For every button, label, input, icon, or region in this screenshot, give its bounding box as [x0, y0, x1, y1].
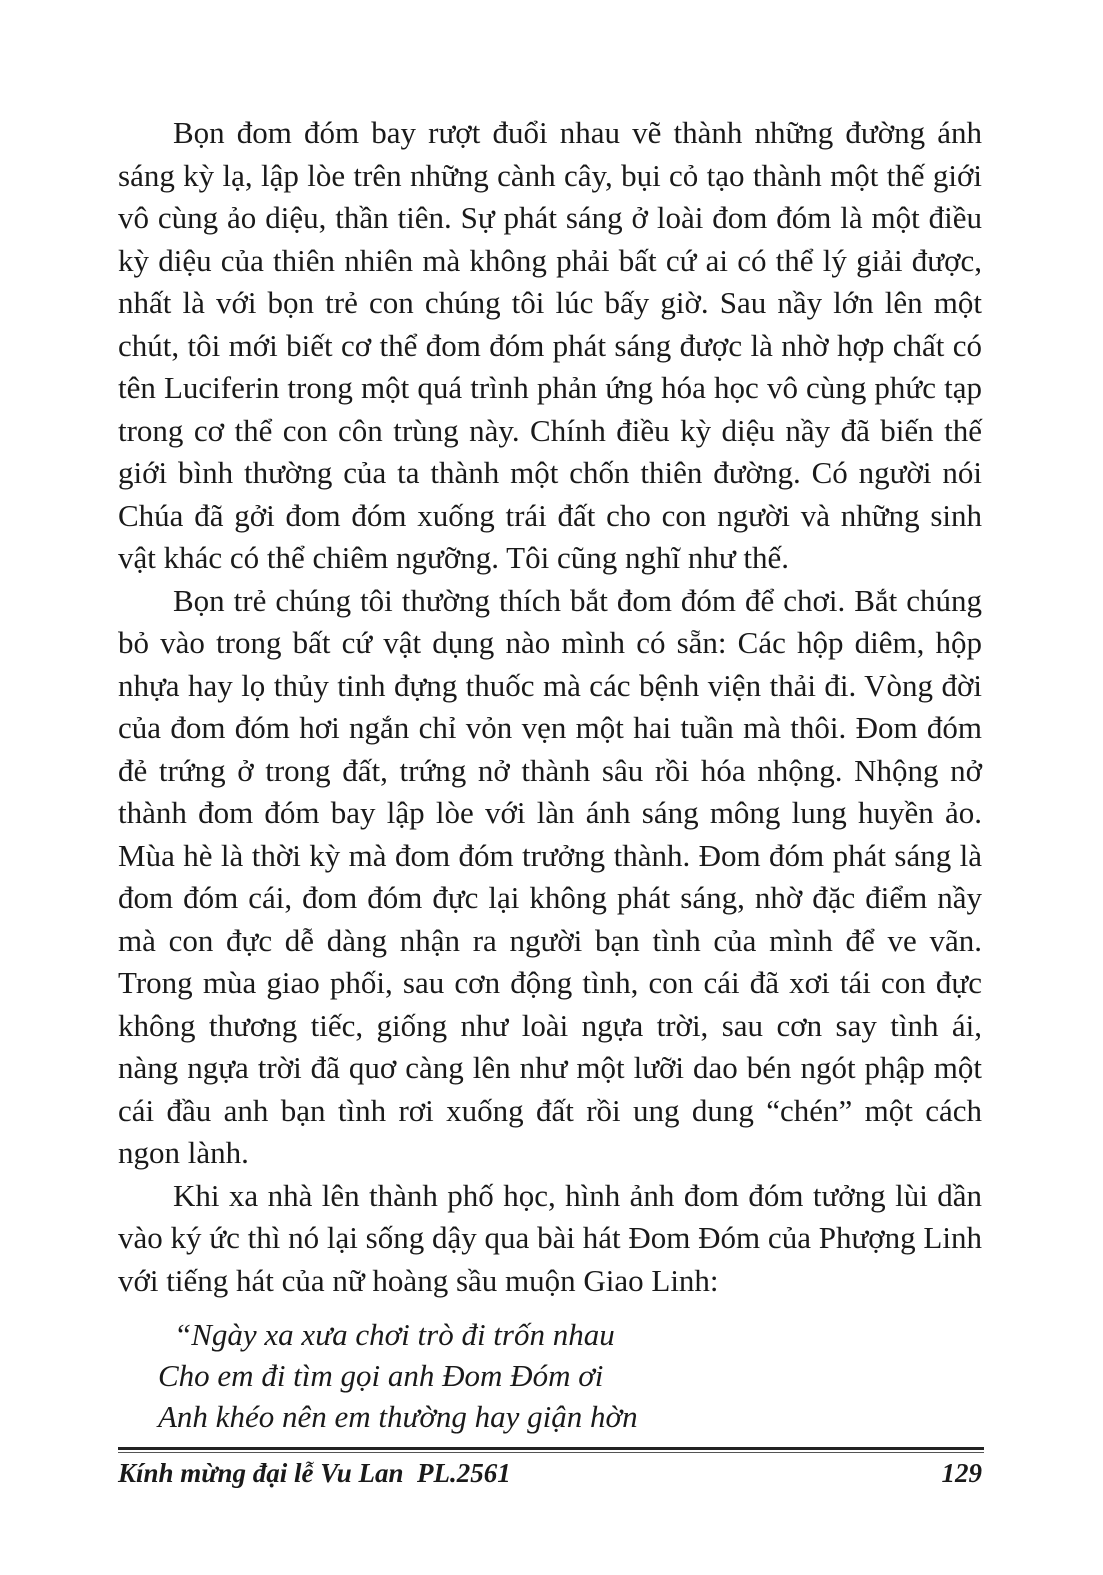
footer-divider	[118, 1447, 984, 1450]
verse-line: Anh khéo nên em thường hay giận hờn	[158, 1399, 638, 1434]
body-text	[118, 112, 982, 1302]
song-verse	[158, 1314, 858, 1437]
footer-title: Kính mừng đại lễ Vu Lan PL.2561	[118, 1458, 511, 1488]
paragraph-catching-fireflies: Bọn trẻ chúng tôi thường thích bắt đom đóm để chơi. Bắt chúng bỏ vào trong bất cứ vật dụng nào mình có sẵn: Các hộp diêm, hộp nhựa hay lọ thủy tinh đựng thuốc mà các bệnh viện thải đi. Vòng đời của đom đóm hơi ngắn chỉ vỏn vẹn một hai tuần mà thôi. Đom đóm đẻ trứng ở trong đất, trứng nở thành sâu rồi hóa nhộng. Nhộng nở thành đom đóm bay lập lòe với làn ánh sáng mông lung huyền ảo. Mùa hè là thời kỳ mà đom đóm trưởng thành. Đom đóm phát sáng là đom đóm cái, đom đóm đực lại không phát sáng, nhờ đặc điểm nầy mà con đực dễ dàng nhận ra người bạn tình của mình để ve vãn. Trong mùa giao phối, sau cơn động tình, con cái đã xơi tái con đực không thương tiếc, giống như loài ngựa trời, sau cơn say tình ái, nàng ngựa trời đã quơ càng lên như một lưỡi dao bén ngót phập một cái đầu anh bạn tình rơi xuống đất rồi ung dung “chén” một cách ngon lành.	[118, 582, 982, 1170]
verse-line: “Ngày xa xưa chơi trò đi trốn nhau	[174, 1317, 615, 1352]
paragraph-fireflies-light: Bọn đom đóm bay rượt đuổi nhau vẽ thành những đường ánh sáng kỳ lạ, lập lòe trên những cành cây, bụi cỏ tạo thành một thế giới vô cùng ảo diệu, thần tiên. Sự phát sáng ở loài đom đóm là một điều kỳ diệu của thiên nhiên mà không phải bất cứ ai có thể lý giải được, nhất là với bọn trẻ con chúng tôi lúc bấy giờ. Sau nầy lớn lên một chút, tôi mới biết cơ thể đom đóm phát sáng được là nhờ hợp chất có tên Luciferin trong một quá trình phản ứng hóa học vô cùng phức tạp trong cơ thể con côn trùng này. Chính điều kỳ diệu nầy đã biến thế giới bình thường của ta thành một chốn thiên đường. Có người nói Chúa đã gởi đom đóm xuống trái đất cho con người và những sinh vật khác có thể chiêm ngưỡng. Tôi cũng nghĩ như thế.	[118, 115, 982, 575]
page-number: 129	[941, 1458, 982, 1488]
paragraph-song-memory: Khi xa nhà lên thành phố học, hình ảnh đom đóm tưởng lùi dần vào ký ức thì nó lại sống dậy qua bài hát Đom Đóm của Phượng Linh với tiếng hát của nữ hoàng sầu muộn Giao Linh:	[118, 1177, 982, 1298]
verse-line: Cho em đi tìm gọi anh Đom Đóm ơi	[158, 1358, 604, 1393]
